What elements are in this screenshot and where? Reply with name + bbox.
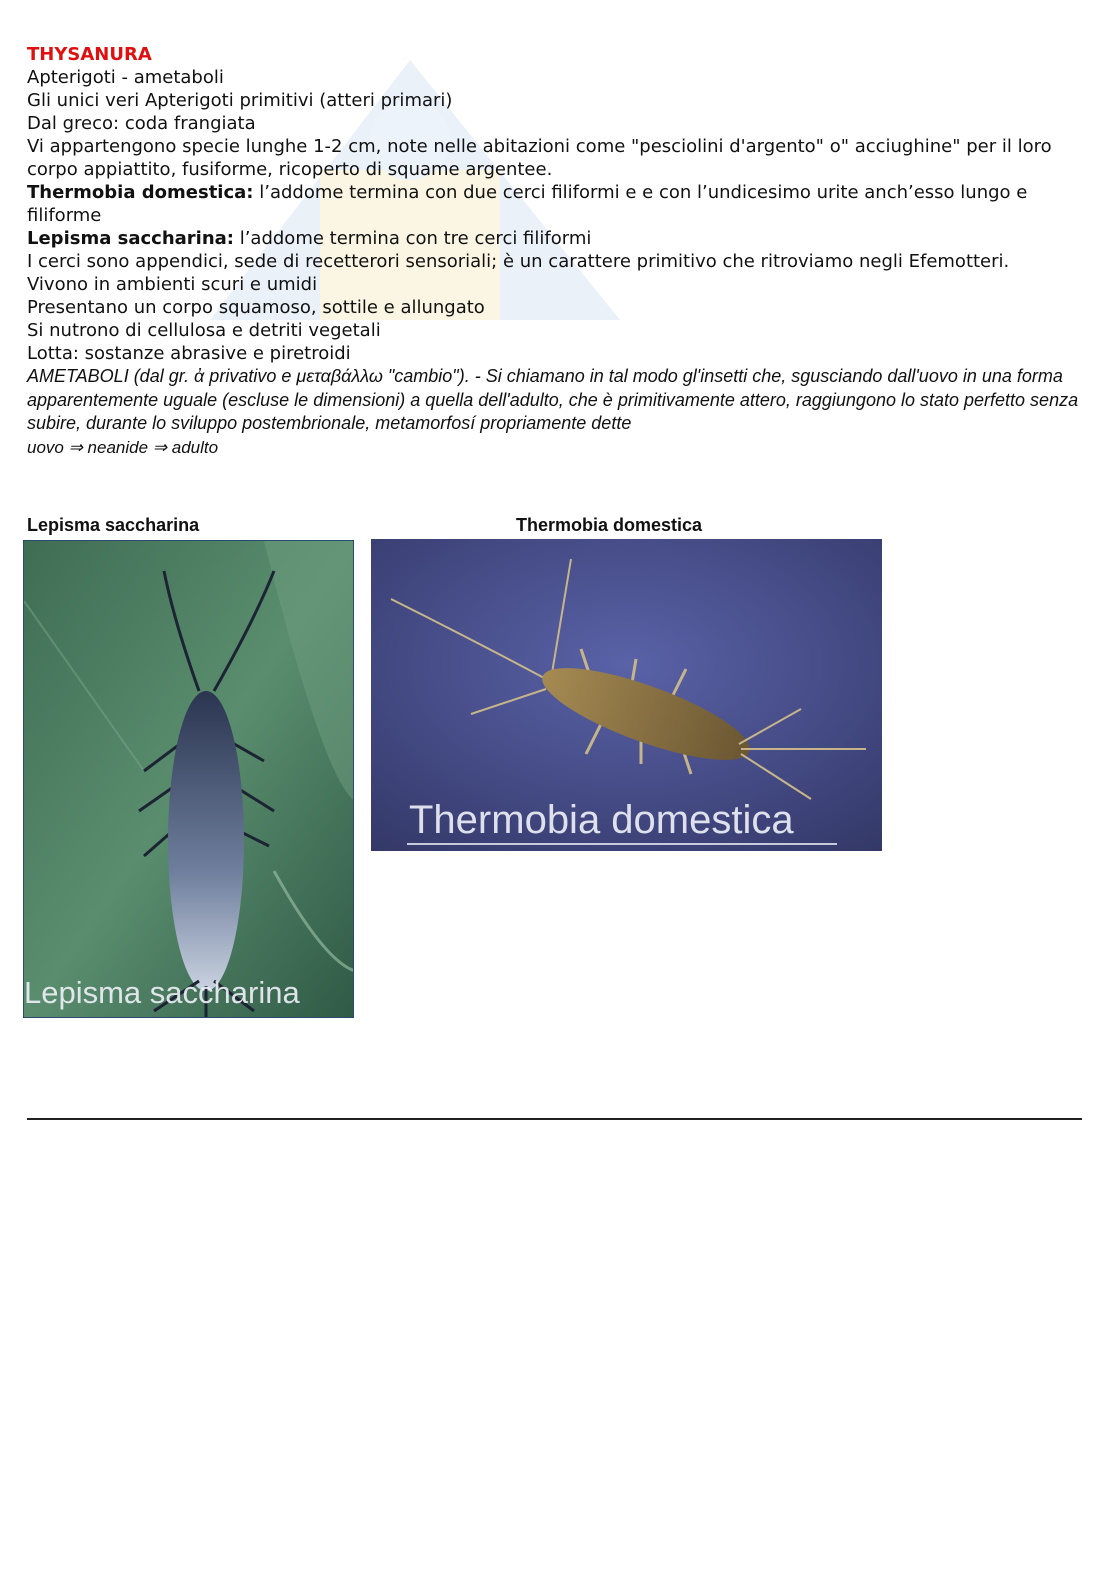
text-line: Vivono in ambienti scuri e umidi: [27, 274, 318, 295]
thermobia-photo-label: Thermobia domestica: [409, 798, 794, 842]
lepisma-text: l’addome termina con tre cerci filiformi: [233, 228, 592, 249]
text-line: Presentano un corpo squamoso, sottile e allungato: [27, 297, 485, 318]
text-line: Si nutrono di cellulosa e detriti vegetali: [27, 320, 381, 341]
text-line: Lotta: sostanze abrasive e piretroidi: [27, 343, 351, 364]
lepisma-label: Lepisma saccharina:: [27, 228, 234, 249]
lepisma-photo: [23, 540, 354, 1018]
page-title: THYSANURA: [27, 44, 152, 65]
thermobia-photo: [371, 539, 882, 851]
thermobia-label: Thermobia domestica:: [27, 182, 254, 203]
text-line: Apterigoti - ametaboli: [27, 67, 224, 88]
lepisma-description: [27, 227, 1087, 250]
photo-label-underline: [407, 843, 837, 845]
document-body: [27, 44, 1087, 459]
caption-lepisma: Lepisma saccharina: [27, 515, 200, 535]
text-line: Gli unici veri Apterigoti primitivi (atteri primari): [27, 90, 453, 111]
thermobia-text: l’addome termina con due cerci filiformi e e con l’undicesimo urite anch’esso lungo e filiforme: [27, 182, 1028, 226]
ametaboli-definition: AMETABOLI (dal gr. ἀ privativo e μεταβάλλω "cambio"). - Si chiamano in tal modo gl'insetti che, sgusciando dall'uovo in una forma apparentemente uguale (escluse le dimensioni) a quella dell'adulto, che è primitivamente attero, raggiungono lo stato perfetto senza subire, durante lo sviluppo postembrionale, metamorfosí propriamente dette: [27, 366, 1079, 433]
lepisma-photo-label: Lepisma saccharina: [24, 975, 300, 1010]
page-divider: [27, 1118, 1082, 1120]
text-paragraph: Vi appartengono specie lunghe 1-2 cm, note nelle abitazioni come "pesciolini d'argento" o" acciughine" per il loro corpo appiattito, fusiforme, ricoperto di squame argentee.: [27, 136, 1052, 180]
text-line: Dal greco: coda frangiata: [27, 113, 256, 134]
text-line: I cerci sono appendici, sede di recetterori sensoriali; è un carattere primitivo che ritroviamo negli Efemotteri.: [27, 251, 1010, 272]
thermobia-description: [27, 181, 1087, 227]
lepisma-illustration: [24, 541, 354, 1018]
caption-thermobia: Thermobia domestica: [516, 515, 703, 535]
development-sequence: uovo ⇒ neanide ⇒ adulto: [27, 437, 219, 457]
